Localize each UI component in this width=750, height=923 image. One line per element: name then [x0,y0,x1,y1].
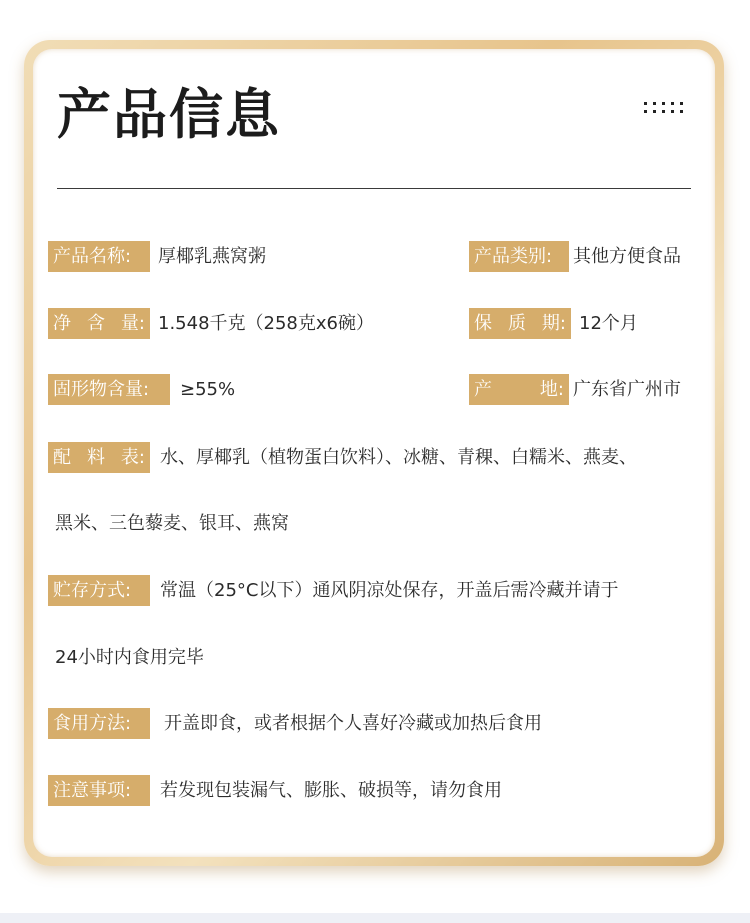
page-title: 产品信息 [57,83,281,146]
dots-grid-icon [644,102,686,114]
net-content-label [48,308,150,339]
solids-content-label: 固形物含量: [48,374,170,405]
product-category-label: 产品类别: [469,241,569,272]
origin-label-char: 产 [474,379,492,400]
usage-value: 开盖即食，或者根据个人喜好冷藏或加热后食用 [164,713,542,734]
ingredients-label [48,442,150,473]
storage-value-line-2: 24小时内食用完毕 [55,647,204,668]
ingredients-label-char: 配 [53,447,71,468]
solids-content-value: ≥55% [180,379,236,400]
ingredients-value-line-2: 黑米、三色藜麦、银耳、燕窝 [55,513,289,534]
storage-value-line-1: 常温（25°C以下）通风阴凉处保存，开盖后需冷藏并请于 [160,580,619,601]
net-content-label-char: 含 [86,313,105,334]
title-divider [57,188,691,189]
product-name-label: 产品名称: [48,241,150,272]
ingredients-label-char: 表: [120,447,145,468]
shelf-life-label-char: 质 [507,313,526,334]
shelf-life-label-char: 保 [474,313,492,334]
ingredients-value-line-1: 水、厚椰乳（植物蛋白饮料）、冰糖、青稞、白糯米、燕麦、 [160,447,637,468]
origin-label [469,374,569,405]
net-content-value: 1.548千克（258克x6碗） [158,313,374,334]
notice-label: 注意事项: [48,775,150,806]
shelf-life-label [469,308,571,339]
net-content-label-char: 净 [53,313,71,334]
origin-value: 广东省广州市 [573,379,681,400]
origin-label-char: 地: [539,379,564,400]
shelf-life-label-char: 期: [541,313,566,334]
ingredients-label-char: 料 [86,447,105,468]
storage-label: 贮存方式: [48,575,150,606]
product-name-value: 厚椰乳燕窝粥 [158,246,266,267]
shelf-life-value: 12个月 [579,313,638,334]
product-category-value: 其他方便食品 [573,246,681,267]
notice-value: 若发现包装漏气、膨胀、破损等，请勿食用 [160,780,502,801]
net-content-label-char: 量: [120,313,145,334]
bottom-strip [0,913,750,923]
usage-label: 食用方法: [48,708,150,739]
